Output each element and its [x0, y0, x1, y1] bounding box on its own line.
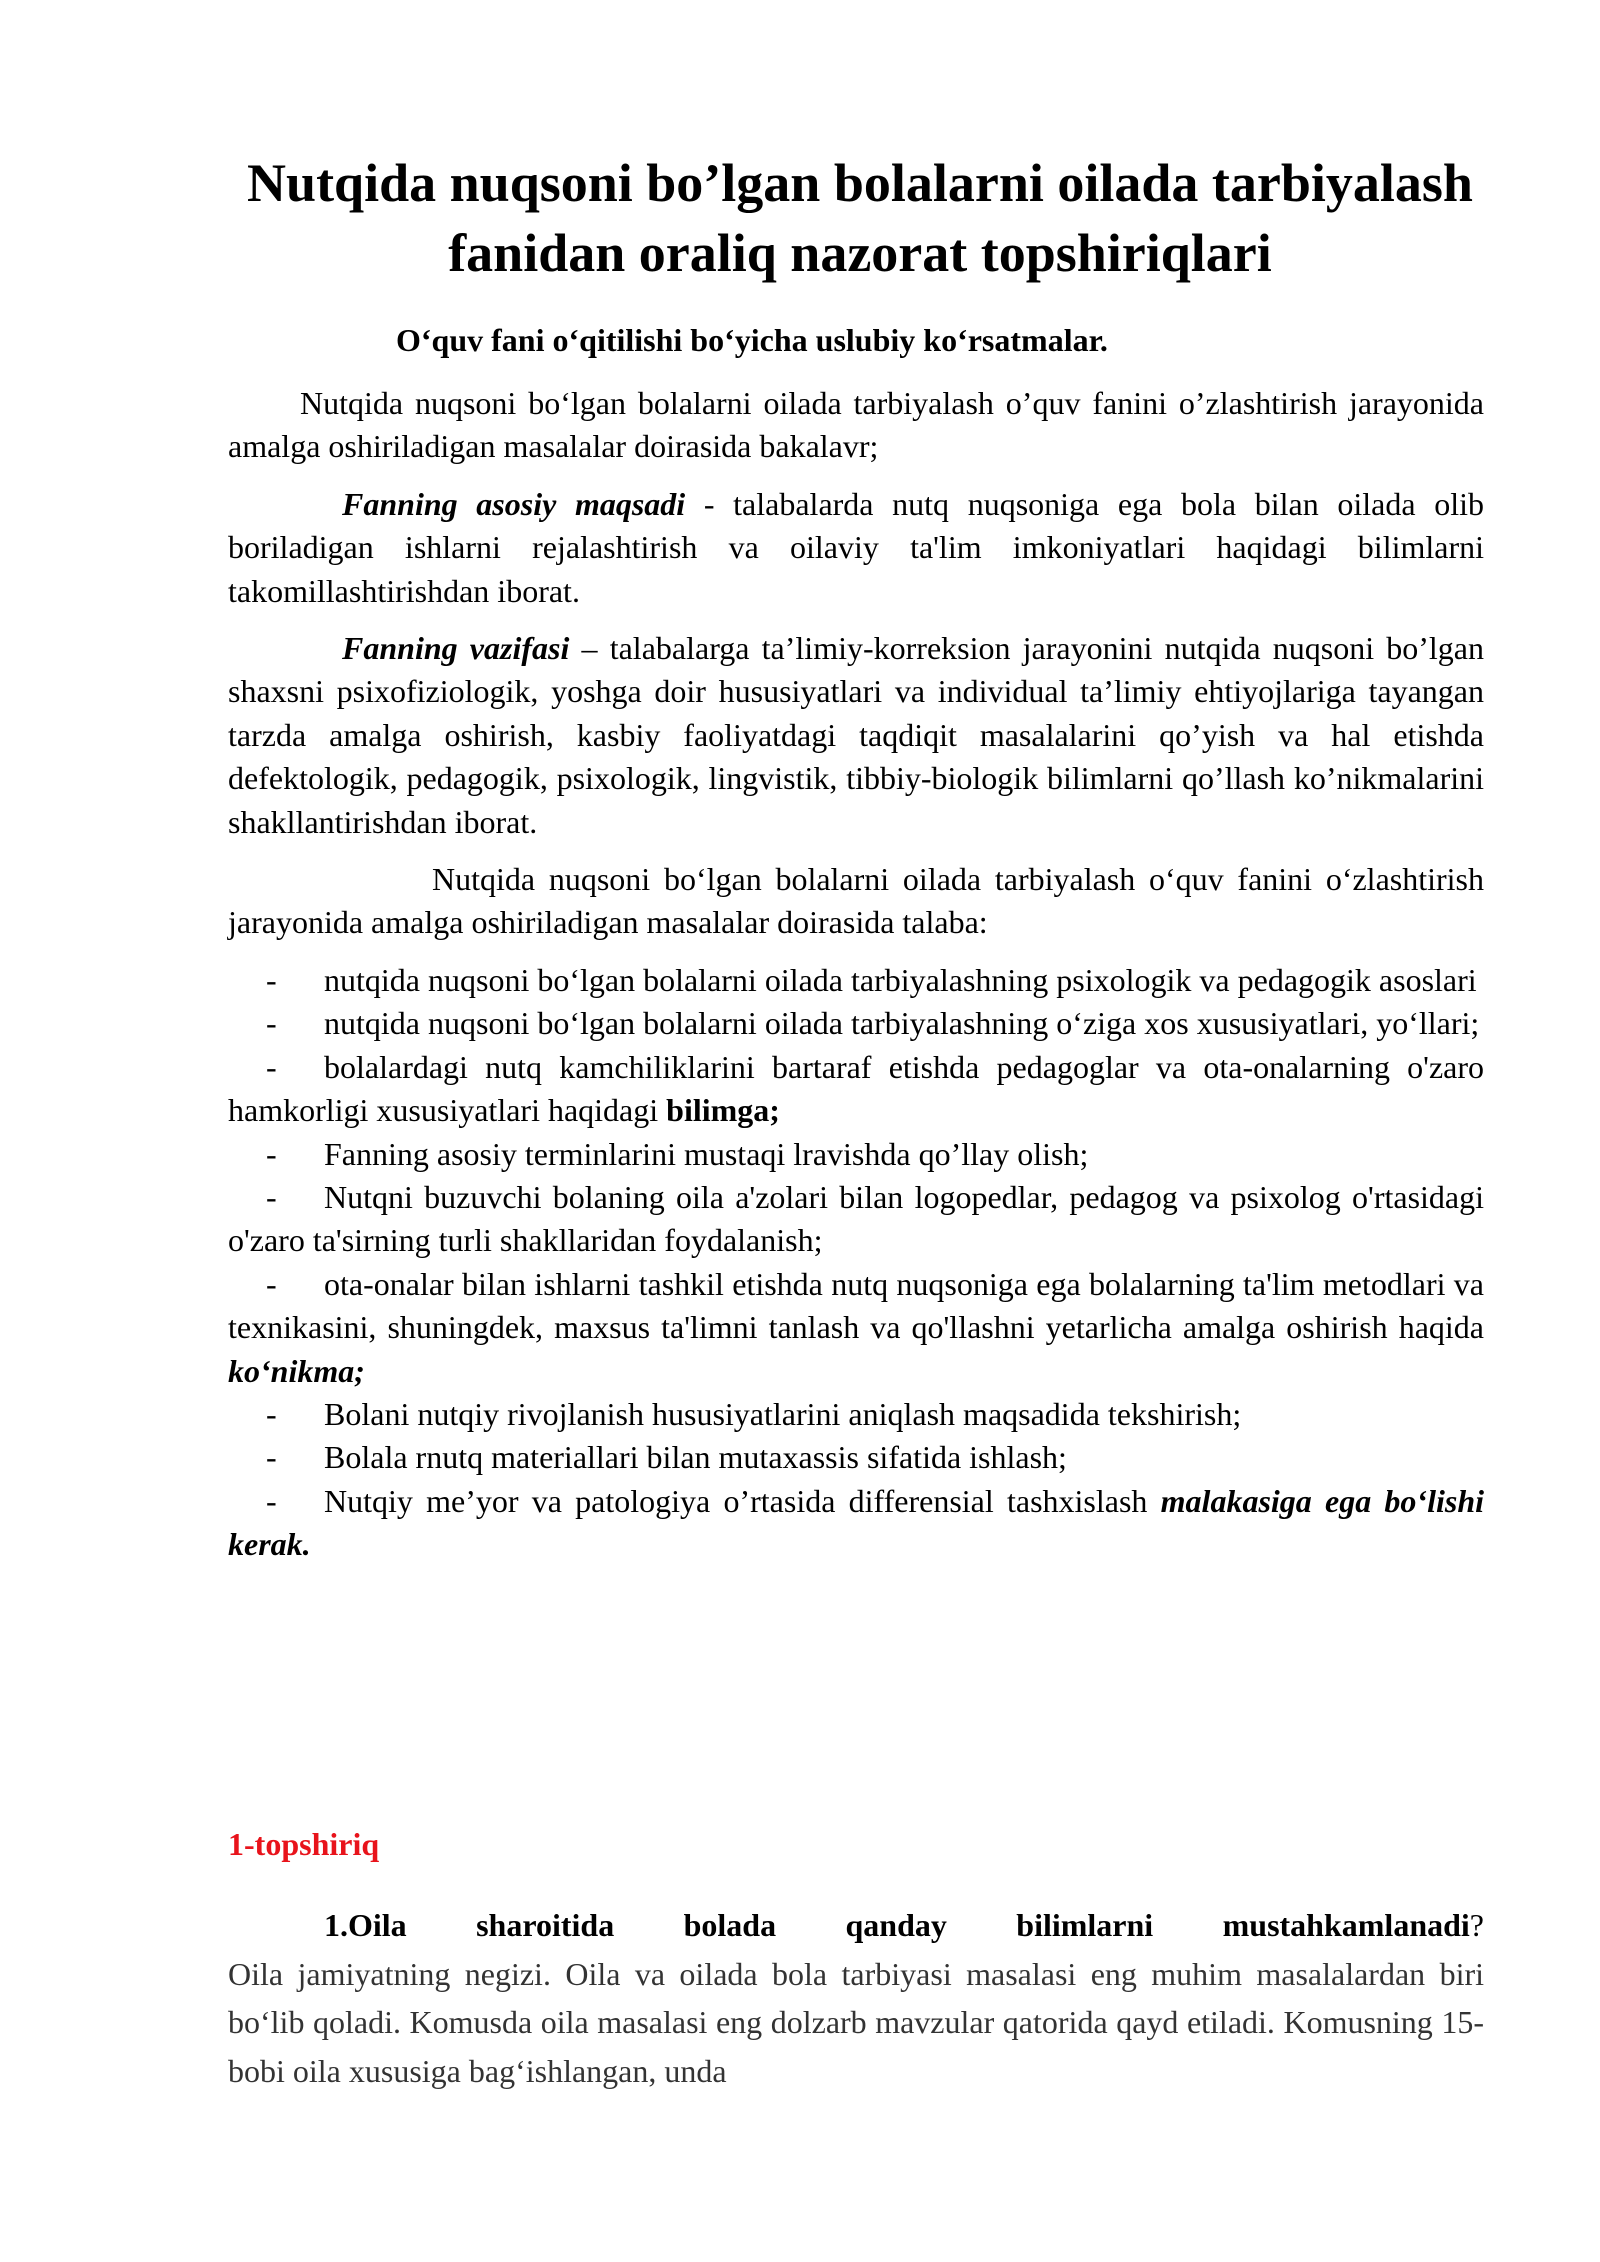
list-item-text: Nutqiy me’yor va patologiya o’rtasida differensial tashxislash — [324, 1482, 1161, 1519]
intro-paragraph: Nutqida nuqsoni bo‘lgan bolalarni oilada tarbiyalash o’quv fanini o’zlashtirish jarayonida amalga oshiriladigan masalalar doirasida bakalavr; — [228, 385, 1484, 465]
list-dash: - — [266, 1482, 277, 1519]
competency-list — [228, 959, 1484, 1567]
list-item — [228, 1002, 1484, 1045]
list-dash: - — [266, 1439, 277, 1476]
goal-text: - talabalarda nutq nuqsoniga ega bola bilan oilada olib boriladigan ishlarni rejalashtirish va oilaviy ta'lim imkoniyatlari haqidagi bilimlarni takomillashtirishdan iborat. — [228, 485, 1485, 609]
list-dash: - — [266, 961, 277, 998]
list-item-text: Fanning asosiy terminlarini mustaqi lravishda qo’llay olish; — [324, 1135, 1089, 1172]
list-dash: - — [266, 1005, 277, 1042]
list-item — [228, 1480, 1484, 1567]
list-dash: - — [266, 1395, 277, 1432]
list-dash: - — [266, 1135, 277, 1172]
document-subtitle: O‘quv fani o‘qitilishi bo‘yicha uslubiy ko‘rsatmalar. — [396, 322, 1108, 358]
list-item — [228, 1263, 1484, 1393]
question — [228, 1901, 1484, 1950]
list-item-emphasis: malakasiga ega bo‘lishi kerak. — [228, 1482, 1485, 1563]
list-item-emphasis: ko‘nikma; — [228, 1352, 365, 1389]
question-text: 1.Oila sharoitida bolada qanday bilimlarni mustahkamlanadi — [324, 1907, 1470, 1943]
question-block — [228, 1901, 1484, 2095]
list-item — [228, 1393, 1484, 1436]
list-item — [228, 1176, 1484, 1263]
list-item-text: nutqida nuqsoni bo‘lgan bolalarni oilada tarbiyalashning o‘ziga xos xususiyatlari, yo‘llari; — [324, 1005, 1480, 1042]
list-item — [228, 1436, 1484, 1479]
list-item-text: ota-onalar bilan ishlarni tashkil etishda nutq nuqsoniga ega bolalarning ta'lim metodlari va texnikasini, shuningdek, maxsus ta'limni tanlash va qo'llashni yetarlicha amalga oshirish haqida — [228, 1265, 1484, 1346]
list-dash: - — [266, 1048, 277, 1085]
list-dash: - — [266, 1178, 277, 1215]
list-item — [228, 959, 1484, 1002]
list-item-emphasis: bilimga; — [666, 1092, 780, 1129]
task-label: Fanning vazifasi — [342, 630, 570, 667]
task-text: – talabalarga ta’limiy-korreksion jarayonini nutqida nuqsoni bo’lgan shaxsni psixofiziologik, yoshga doir hususiyatlari va individual ta’limiy ehtiyojlariga tayangan tarzda amalga oshirish, kasbiy faoliyatdagi taqdiqit masalalarini qo’yish va hal etishda defektologik, pedagogik, psixologik, lingvistik, tibbiy-biologik bilimlarni qo’llash ko’nikmalarini shakllantirishdan iborat. — [228, 630, 1485, 840]
task-paragraph — [228, 627, 1484, 844]
student-paragraph: Nutqida nuqsoni bo‘lgan bolalarni oilada tarbiyalash o‘quv fanini o‘zlashtirish jarayonida amalga oshiriladigan masalalar doirasida talaba: — [228, 861, 1484, 941]
list-item — [228, 1133, 1484, 1176]
document-title: Nutqida nuqsoni bo’lgan bolalarni oilada tarbiyalash fanidan oraliq nazorat topshiriqlari — [247, 153, 1473, 283]
answer-text: Oila jamiyatning negizi. Oila va oilada bola tarbiyasi masalasi eng muhim masalalardan biri bo‘lib qoladi. Komusda oila masalasi eng dolzarb mavzular qatorida qayd etiladi. Komusning 15-bobi oila xususiga bag‘ishlangan, unda — [228, 1955, 1484, 2089]
list-item-text: Nutqni buzuvchi bolaning oila a'zolari bilan logopedlar, pedagog va psixolog o'rtasidagi o'zaro ta'sirning turli shakllaridan foydalanish; — [228, 1178, 1484, 1259]
list-item-text: Bolala rnutq materiallari bilan mutaxassis sifatida ishlash; — [324, 1439, 1067, 1476]
list-item-text: bolalardagi nutq kamchiliklarini bartaraf etishda pedagoglar va ota-onalarning o'zaro hamkorligi xususiyatlari haqidagi — [228, 1048, 1484, 1129]
list-dash: - — [266, 1265, 277, 1302]
list-item-text: Bolani nutqiy rivojlanish hususiyatlarini aniqlash maqsadida tekshirish; — [324, 1395, 1242, 1432]
question-mark: ? — [1469, 1907, 1484, 1943]
section-heading: 1-topshiriq — [228, 1826, 380, 1862]
goal-paragraph — [228, 483, 1484, 613]
list-item-text: nutqida nuqsoni bo‘lgan bolalarni oilada tarbiyalashning psixologik va pedagogik asoslari — [324, 961, 1477, 998]
document-body — [228, 382, 1484, 1567]
list-item — [228, 1046, 1484, 1133]
goal-label: Fanning asosiy maqsadi — [342, 485, 686, 522]
